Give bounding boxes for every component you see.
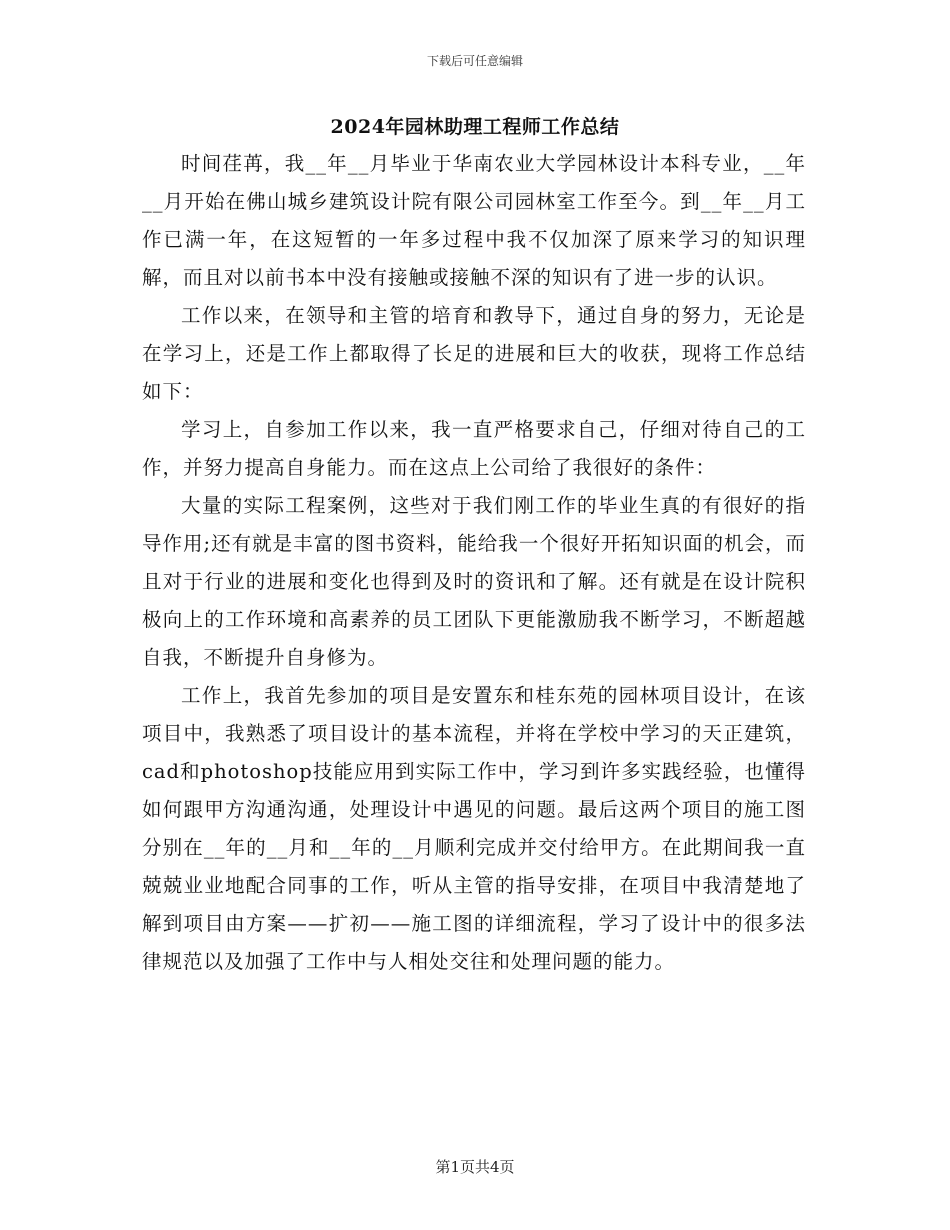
document-body — [142, 145, 806, 981]
paragraph-study: 学习上，自参加工作以来，我一直严格要求自己，仔细对待自己的工作，并努力提高自身能力。而在这点上公司给了我很好的条件： — [142, 418, 806, 479]
page-number: 第1页共4页 — [435, 1158, 515, 1176]
paragraph-overview: 工作以来，在领导和主管的培育和教导下，通过自身的努力，无论是在学习上，还是工作上都取得了长足的进展和巨大的收获，现将工作总结如下： — [142, 304, 806, 403]
paragraph-resources: 大量的实际工程案例，这些对于我们刚工作的毕业生真的有很好的指导作用;还有就是丰富的图书资料，能给我一个很好开拓知识面的机会，而且对于行业的进展和变化也得到及时的资讯和了解。还有就是在设计院积极向上的工作环境和高素养的员工团队下更能激励我不断学习，不断超越自我，不断提升自身修为。 — [142, 494, 806, 669]
document-title: 2024年园林助理工程师工作总结 — [330, 116, 620, 138]
paragraph-intro: 时间荏苒，我__年__月毕业于华南农业大学园林设计本科专业，__年__月开始在佛山城乡建筑设计院有限公司园林室工作至今。到__年__月工作已满一年，在这短暂的一年多过程中我不仅加深了原来学习的知识理解，而且对以前书本中没有接触或接触不深的知识有了进一步的认识。 — [142, 152, 806, 289]
paragraph-work: 工作上，我首先参加的项目是安置东和桂东苑的园林项目设计，在该项目中，我熟悉了项目设计的基本流程，并将在学校中学习的天正建筑，cad和photoshop技能应用到实际工作中，学习到许多实践经验，也懂得如何跟甲方沟通沟通，处理设计中遇见的问题。最后这两个项目的施工图分别在__年的__月和__年的__月顺利完成并交付给甲方。在此期间我一直兢兢业业地配合同事的工作，听从主管的指导安排，在项目中我清楚地了解到项目由方案——扩初——施工图的详细流程，学习了设计中的很多法律规范以及加强了工作中与人相处交往和处理问题的能力。 — [142, 684, 806, 973]
page-header-note: 下载后可任意编辑 — [426, 54, 523, 68]
